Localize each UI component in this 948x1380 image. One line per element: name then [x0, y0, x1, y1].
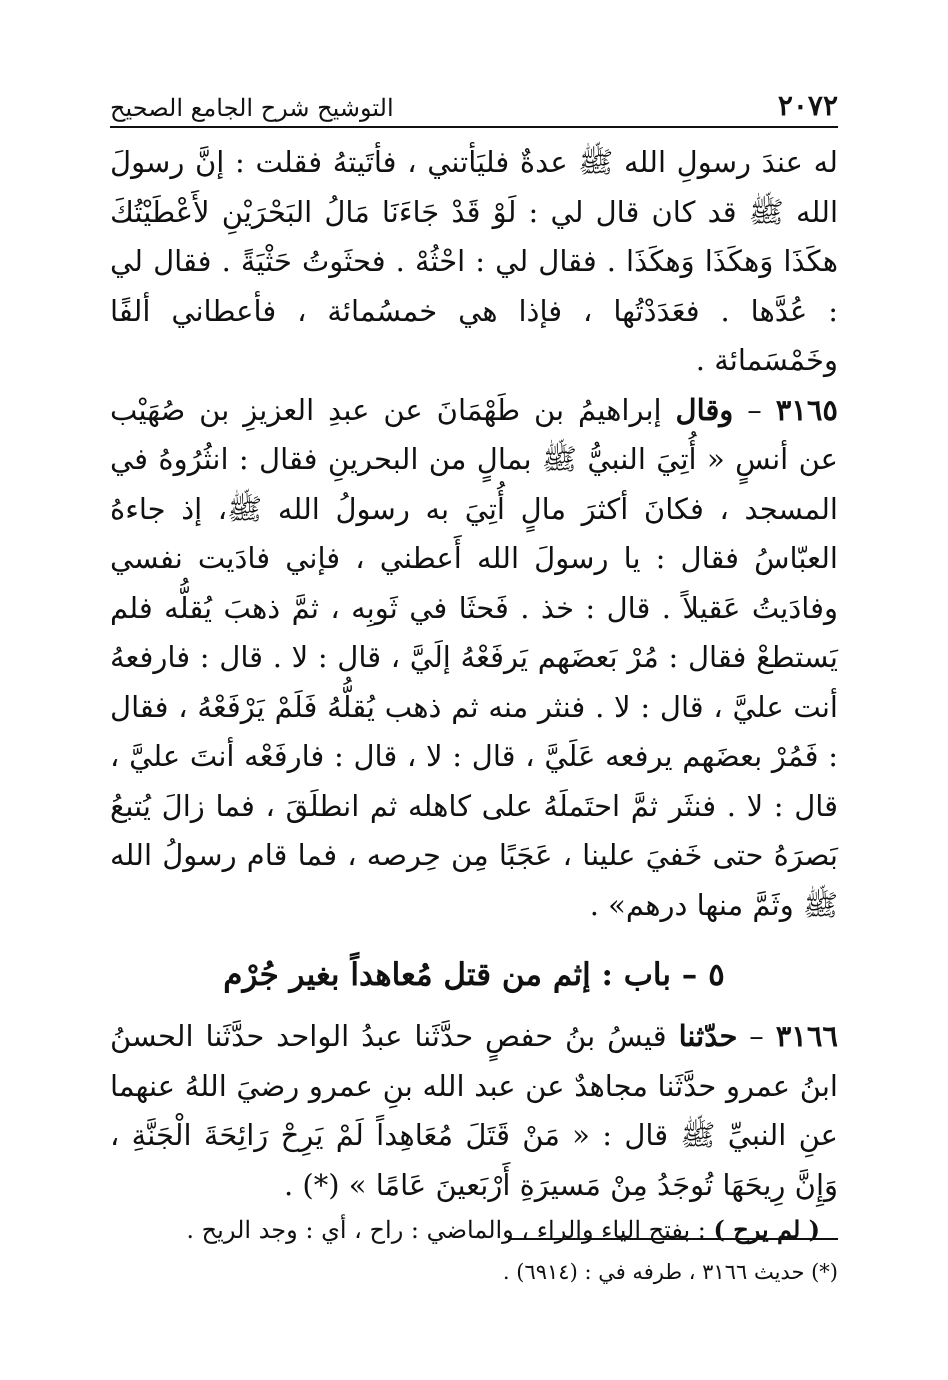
running-title: التوشيح شرح الجامع الصحيح [110, 94, 394, 122]
hadith-text: إبراهيمُ بن طَهْمَانَ عن عبدِ العزيزِ بن صُهَيْب عن أنسٍ « أُتِيَ النبيُّ ﷺ بمالٍ من البحرينِ فقال : انثُرُوهُ في المسجد ، فكانَ أكثرَ مالٍ أُتِيَ به رسولُ الله ﷺ، إذ جاءهُ العبّاسُ فقال : يا رسولَ الله أَعطني ، فإني فادَيت نفسي وفادَيتُ عَقيلاً . قال : خذ . فَحثَا في ثَوبِه ، ثمَّ ذهبَ يُقلُّه فلم يَستطعْ فقال : مُرْ بَعضَهم يَرفَعْهُ إلَيَّ ، قال : لا . قال : فارفعهُ أنت عليَّ ، قال : لا . فنثر منه ثم ذهب يُقلُّهُ فَلَمْ يَرْفَعْهُ ، فقال : فَمُرْ بعضَهم يرفعه عَلَيَّ ، قال : لا ، قال : فارفَعْه أنتَ عليَّ ، قال : لا . فنثَر ثمَّ احتَملَهُ على كاهله ثم انطلَقَ ، فما زالَ يُتبعُ بَصرَهُ حتى خَفيَ علينا ، عَجَبًا مِن حِرصه ، فما قام رسولُ الله ﷺ وثَمَّ منها درهم» . [110, 392, 838, 922]
commentary [110, 1210, 838, 1250]
continued-paragraph: له عندَ رسولِ الله ﷺ عدةٌ فليَأتني ، فأتَيتهُ فقلت : إنَّ رسولَ الله ﷺ قد كان قال لي : لَوْ قَدْ جَاءَنَا مَالُ البَحْرَيْنِ لأَعْطَيْتُكَ هكَذَا وَهكَذَا وَهكَذَا . فقال لي : احْثُهْ . فحثَوتُ حَثْيَةً . فقال لي : عُدَّها . فعَدَدْتُها ، فإذا هي خمسُمائة ، فأعطاني ألفًا وخَمْسَمائة . [110, 145, 838, 377]
hadith-dash: – [737, 1019, 776, 1053]
hadith-dash: – [733, 392, 776, 427]
footnote: (*) حديث ٣١٦٦ ، طرفه في : (٦٩١٤) . [502, 1260, 838, 1284]
page-header [110, 82, 838, 122]
commentary-text: : بفتح الياء والراء ، والماضي : راح ، أي : وجد الريح . [186, 1216, 714, 1244]
hadith-lead-word: وقال [675, 392, 734, 427]
hadith-3166 [110, 1012, 838, 1210]
footnote-divider [508, 1238, 838, 1240]
commentary-term: ( لم يرح ) [713, 1215, 820, 1244]
page-number: ٢٠٧٢ [777, 89, 838, 122]
header-divider [110, 126, 838, 128]
hadith-lead-word: حدّثنا [678, 1019, 738, 1053]
hadith-3165 [110, 386, 838, 931]
hadith-number: ٣١٦٥ [775, 392, 839, 427]
chapter-heading: ٥ – باب : إثم من قتل مُعاهداً بغير جُرْم [223, 957, 725, 993]
hadith-text: قيسُ بنُ حفصٍ حدَّثَنا عبدُ الواحد حدَّثَنا الحسنُ ابنُ عمرو حدَّثَنا مجاهدٌ عن عبد الله بنِ عمرو رضيَ اللهُ عنهما عنِ النبيِّ ﷺ قال : « مَنْ قَتَلَ مُعَاهِداً لَمْ يَرِحْ رَائِحَةَ الْجَنَّةِ ، وَإِنَّ رِيحَهَا تُوجَدُ مِنْ مَسيرَةِ أَرْبَعينَ عَامًا » (*) . [110, 1019, 838, 1202]
hadith-number: ٣١٦٦ [775, 1019, 838, 1053]
main-text [110, 138, 838, 1250]
